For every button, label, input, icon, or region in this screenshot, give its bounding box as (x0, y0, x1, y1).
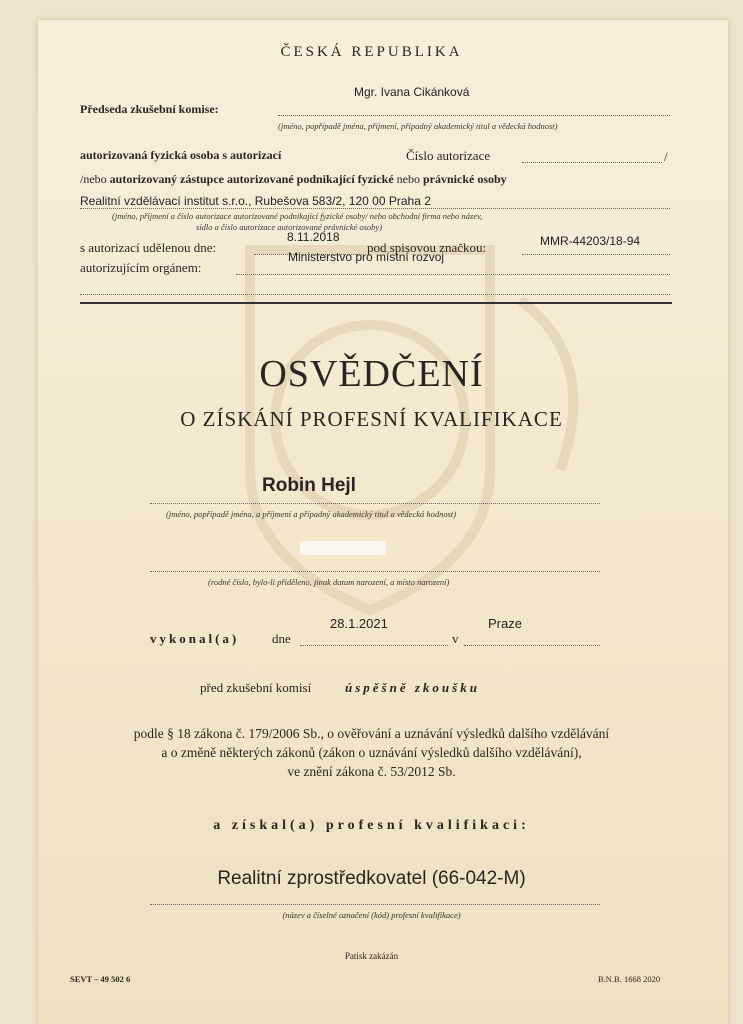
exam-result: úspěšně zkoušku (345, 680, 480, 695)
qualification-caption: (název a číselné označení (kód) profesní kvalifikace) (282, 910, 461, 920)
header-divider (80, 302, 672, 304)
birth-caption: (rodné číslo, bylo-li přiděleno, jinak datum narození, a místo narození) (208, 577, 450, 587)
rep-prefix: /nebo (80, 172, 107, 186)
redacted-birth-data (300, 541, 386, 555)
acquired-heading: a získal(a) profesní kvalifikaci: (213, 818, 530, 833)
law-line-1: podle § 18 zákona č. 179/2006 Sb., o ověřování a uznávání výsledků dalšího vzdělávání (133, 726, 610, 741)
date-label: dne (272, 631, 291, 646)
auth-person-label: autorizovaná fyzická osoba s autorizací (80, 148, 282, 162)
law-line-3: ve znění zákona č. 53/2012 Sb. (287, 764, 456, 779)
institute-caption-1: (jméno, příjmení a číslo autorizace autorizované podnikající fyzické osoby/ nebo obchodní firma nebo název, (112, 211, 483, 221)
rep-legal: právnické osoby (422, 172, 507, 186)
certificate-title: OSVĚDČENÍ (259, 353, 484, 395)
slash: / (664, 149, 668, 164)
exam-date: 28.1.2021 (330, 616, 388, 631)
file-line (522, 254, 670, 255)
chair-name: Mgr. Ivana Cikánková (354, 85, 470, 99)
law-line-2: a o změně některých zákonů (zákon o uznávání výsledků dalšího vzdělávání), (161, 745, 582, 760)
institute-line (80, 208, 670, 209)
file-number: MMR-44203/18-94 (540, 234, 641, 248)
holder-caption: (jméno, popřípadě jména, a příjmení a případný akademický titul a vědecká hodnost) (166, 509, 457, 519)
birth-line (150, 571, 600, 572)
committee-text: před zkušební komisí (200, 680, 312, 695)
granted-label: s autorizací udělenou dne: (80, 240, 217, 255)
auth-number-line (522, 162, 662, 163)
rep-or: nebo (396, 172, 420, 186)
chair-label: Předseda zkušební komise: (80, 102, 219, 116)
place-label: v (452, 631, 459, 646)
file-label: pod spisovou značkou: (367, 240, 487, 255)
institute-caption-2: sídlo a číslo autorizace autorizované právnické osoby) (196, 222, 383, 232)
authority: Ministerstvo pro místní rozvoj (288, 250, 445, 264)
holder-line (150, 503, 600, 504)
exam-place: Praze (488, 616, 522, 631)
rep-bold: autorizovaný zástupce autorizované podnikající fyzické (109, 172, 394, 186)
granted-date: 8.11.2018 (287, 230, 340, 244)
footer-left-code: SEVT – 49 502 6 (70, 974, 131, 984)
country-heading: ČESKÁ REPUBLIKA (280, 44, 463, 60)
holder-name: Robin Hejl (262, 475, 356, 496)
date-line (300, 645, 448, 646)
certificate-subtitle: O ZÍSKÁNÍ PROFESNÍ KVALIFIKACE (180, 407, 563, 431)
institute: Realitní vzdělávací institut s.r.o., Rubešova 583/2, 120 00 Praha 2 (80, 194, 431, 208)
reprint-note: Patisk zakázán (344, 951, 399, 961)
auth-number-label: Číslo autorizace (406, 148, 491, 163)
chair-line (278, 115, 670, 116)
chair-caption: (jméno, popřípadě jména, příjmení, případný akademický titul a vědecká hodnost) (278, 121, 558, 131)
exam-label: vykonal(a) (150, 631, 240, 646)
place-line (464, 645, 600, 646)
extra-line (80, 294, 670, 295)
qualification-name: Realitní zprostředkovatel (66-042-M) (217, 868, 526, 889)
footer-right-code: B.N.B. 1668 2020 (598, 974, 661, 984)
qualification-line (150, 904, 600, 905)
authority-line (236, 274, 670, 275)
authority-label: autorizujícím orgánem: (80, 260, 202, 275)
